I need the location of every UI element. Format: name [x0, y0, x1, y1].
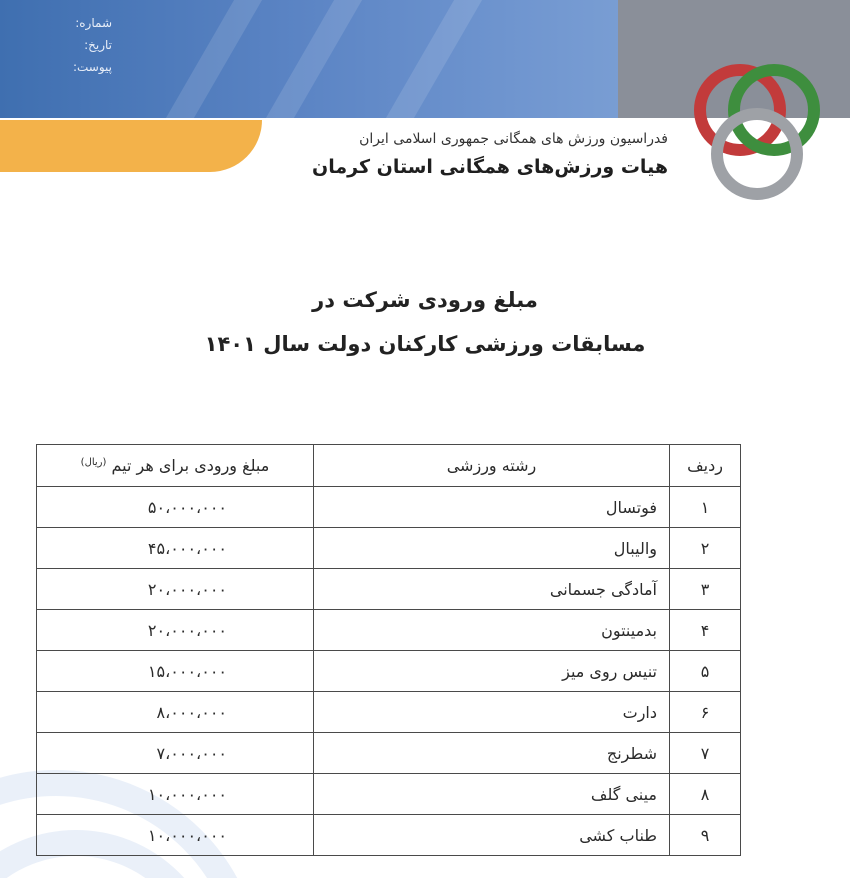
row-number: ۴ — [670, 610, 741, 651]
organization-subtitle: فدراسیون ورزش های همگانی جمهوری اسلامی ایران — [359, 131, 668, 147]
entry-fee: ۱۰،۰۰۰،۰۰۰ — [37, 815, 314, 856]
row-number: ۶ — [670, 692, 741, 733]
row-number: ۳ — [670, 569, 741, 610]
meta-attachment-label: پیوست: — [72, 60, 112, 74]
header-fee-label: مبلغ ورودی برای هر تیم — [111, 456, 270, 475]
row-number: ۵ — [670, 651, 741, 692]
table-row — [37, 610, 741, 651]
entry-fee: ۱۵،۰۰۰،۰۰۰ — [37, 651, 314, 692]
entry-fee: ۷،۰۰۰،۰۰۰ — [37, 733, 314, 774]
table-row — [37, 692, 741, 733]
entry-fee-table — [36, 444, 741, 856]
row-number: ۸ — [670, 774, 741, 815]
entry-fee: ۴۵،۰۰۰،۰۰۰ — [37, 528, 314, 569]
sport-name: شطرنج — [314, 733, 670, 774]
sport-name: دارت — [314, 692, 670, 733]
table-row — [37, 815, 741, 856]
header-fee — [37, 445, 314, 487]
header-fee-unit: (ریال) — [80, 457, 107, 468]
sport-name: آمادگی جسمانی — [314, 569, 670, 610]
document-title — [0, 278, 850, 366]
entry-fee: ۵۰،۰۰۰،۰۰۰ — [37, 487, 314, 528]
entry-fee: ۸،۰۰۰،۰۰۰ — [37, 692, 314, 733]
letter-meta — [73, 12, 112, 78]
meta-number-label: شماره: — [75, 16, 112, 30]
organization-title: هیات ورزش‌های همگانی استان کرمان — [312, 156, 668, 178]
row-number: ۹ — [670, 815, 741, 856]
table-row — [37, 774, 741, 815]
table-row — [37, 487, 741, 528]
organization-block — [312, 128, 668, 184]
table-row — [37, 733, 741, 774]
sport-name: تنیس روی میز — [314, 651, 670, 692]
title-line-1: مبلغ ورودی شرکت در — [312, 288, 538, 312]
row-number: ۷ — [670, 733, 741, 774]
row-number: ۱ — [670, 487, 741, 528]
federation-logo — [684, 58, 828, 206]
header-row-number: ردیف — [670, 445, 741, 487]
entry-fee: ۲۰،۰۰۰،۰۰۰ — [37, 610, 314, 651]
title-line-2: مسابقات ورزشی کارکنان دولت سال ۱۴۰۱ — [204, 332, 646, 356]
table-row — [37, 528, 741, 569]
sport-name: طناب کشی — [314, 815, 670, 856]
table-header-row — [37, 445, 741, 487]
entry-fee: ۲۰،۰۰۰،۰۰۰ — [37, 569, 314, 610]
sport-name: بدمینتون — [314, 610, 670, 651]
table-row — [37, 651, 741, 692]
sport-name: والیبال — [314, 528, 670, 569]
entry-fee: ۱۰،۰۰۰،۰۰۰ — [37, 774, 314, 815]
sport-name: مینی گلف — [314, 774, 670, 815]
row-number: ۲ — [670, 528, 741, 569]
header-accent-band — [0, 120, 262, 172]
meta-date-label: تاریخ: — [84, 38, 112, 52]
header-sport: رشته ورزشی — [314, 445, 670, 487]
table-row — [37, 569, 741, 610]
sport-name: فوتسال — [314, 487, 670, 528]
